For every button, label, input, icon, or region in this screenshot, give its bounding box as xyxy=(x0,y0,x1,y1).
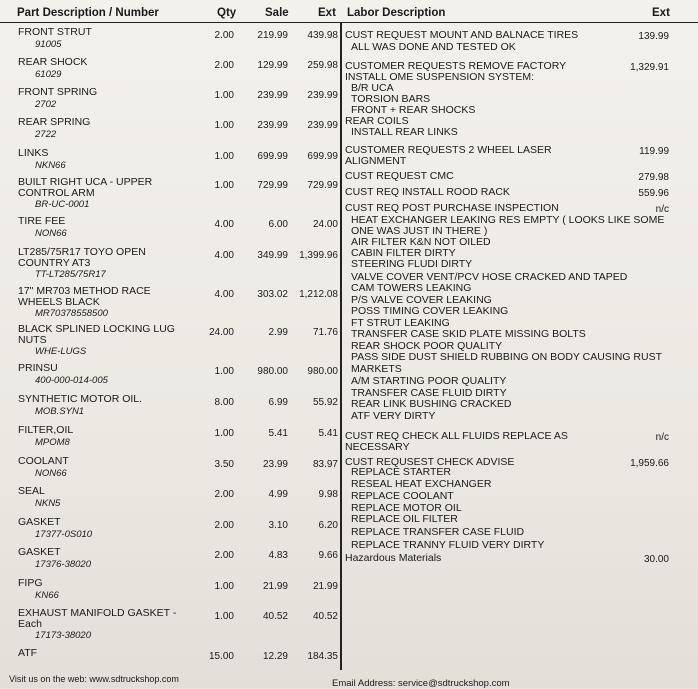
part-qty: 2.00 xyxy=(214,489,234,500)
column-divider xyxy=(340,22,342,670)
part-qty: 3.50 xyxy=(214,459,234,470)
part-qty: 4.00 xyxy=(214,219,234,230)
part-ext: 40.52 xyxy=(312,611,338,622)
footer-website: Visit us on the web: www.sdtruckshop.com xyxy=(9,674,179,684)
labor-line: INSTALL REAR LINKS xyxy=(351,126,458,138)
part-qty: 4.00 xyxy=(214,289,234,300)
labor-line: ALL WAS DONE AND TESTED OK xyxy=(351,41,516,53)
part-description: ATF xyxy=(18,647,38,659)
part-row xyxy=(0,607,340,641)
part-description-line2: WHEELS BLACK xyxy=(18,296,100,308)
labor-amount: 30.00 xyxy=(643,554,669,565)
part-description: SEAL xyxy=(18,485,45,497)
part-qty: 2.00 xyxy=(214,520,234,531)
labor-line: ALIGNMENT xyxy=(345,155,407,167)
part-description: LINKS xyxy=(18,147,49,159)
labor-line: TRANSFER CASE SKID PLATE MISSING BOLTS xyxy=(351,328,586,340)
part-row xyxy=(0,647,340,677)
part-qty: 1.00 xyxy=(214,90,234,101)
part-description: LT285/75R17 TOYO OPEN xyxy=(18,246,146,258)
part-description: EXHAUST MANIFOLD GASKET - xyxy=(18,607,177,619)
part-ext: 24.00 xyxy=(312,219,338,230)
header-ext: Ext xyxy=(318,7,336,19)
part-number: NKN66 xyxy=(35,160,66,171)
part-qty: 4.00 xyxy=(214,250,234,261)
part-number: 400-000-014-005 xyxy=(35,375,108,386)
part-row xyxy=(0,485,340,515)
labor-line: RESEAL HEAT EXCHANGER xyxy=(351,478,492,490)
part-sale: 699.99 xyxy=(257,151,288,162)
part-row xyxy=(0,424,340,454)
labor-line: FRONT + REAR SHOCKS xyxy=(351,104,476,116)
labor-line: PASS SIDE DUST SHIELD RUBBING ON BODY CAUSING RUST xyxy=(351,351,662,363)
part-ext: 9.66 xyxy=(318,550,338,561)
part-row xyxy=(0,323,340,357)
part-sale: 6.99 xyxy=(268,397,288,408)
part-description: REAR SHOCK xyxy=(18,56,88,68)
part-qty: 2.00 xyxy=(214,550,234,561)
part-row xyxy=(0,246,340,280)
labor-line: FT STRUT LEAKING xyxy=(351,317,450,329)
labor-line: HEAT EXCHANGER LEAKING RES EMPTY ( LOOKS LIKE SOME xyxy=(351,214,665,226)
labor-line: REAR LINK BUSHING CRACKED xyxy=(351,398,512,410)
part-sale: 2.99 xyxy=(268,327,288,338)
labor-line: P/S VALVE COVER LEAKING xyxy=(351,294,492,306)
part-ext: 259.98 xyxy=(307,60,338,71)
part-qty: 2.00 xyxy=(214,30,234,41)
part-ext: 239.99 xyxy=(307,90,338,101)
part-description: 17" MR703 METHOD RACE xyxy=(18,285,151,297)
part-row xyxy=(0,455,340,485)
part-description: PRINSU xyxy=(18,362,58,374)
part-sale: 980.00 xyxy=(257,366,288,377)
labor-line: CUSTOMER REQUESTS 2 WHEEL LASER xyxy=(345,144,552,156)
labor-line: Hazardous Materials xyxy=(345,552,442,564)
labor-line: REPLACE TRANSFER CASE FLUID xyxy=(351,526,525,538)
part-qty: 1.00 xyxy=(214,151,234,162)
part-sale: 349.99 xyxy=(257,250,288,261)
part-number: NON66 xyxy=(35,228,67,239)
labor-line: CABIN FILTER DIRTY xyxy=(351,247,456,259)
part-sale: 239.99 xyxy=(257,90,288,101)
part-ext: 184.35 xyxy=(307,651,338,662)
table-header xyxy=(0,0,698,23)
labor-amount: 139.99 xyxy=(638,31,669,42)
part-qty: 1.00 xyxy=(214,120,234,131)
part-description: BLACK SPLINED LOCKING LUG xyxy=(18,323,175,335)
part-sale: 129.99 xyxy=(257,60,288,71)
part-row xyxy=(0,546,340,576)
part-sale: 303.02 xyxy=(257,289,288,300)
labor-line: STEERING FLUDI DIRTY xyxy=(351,258,473,270)
part-sale: 4.83 xyxy=(268,550,288,561)
labor-line: INSTALL OME SUSPENSION SYSTEM: xyxy=(345,71,535,83)
part-description: TIRE FEE xyxy=(18,215,66,227)
labor-line: AIR FILTER K&N NOT OILED xyxy=(351,236,491,248)
labor-line: B/R UCA xyxy=(351,82,394,94)
part-qty: 8.00 xyxy=(214,397,234,408)
part-number: BR-UC-0001 xyxy=(35,199,90,210)
labor-amount: 279.98 xyxy=(638,172,669,183)
part-qty: 2.00 xyxy=(214,60,234,71)
part-ext: 21.99 xyxy=(312,581,338,592)
labor-amount: 119.99 xyxy=(639,146,669,157)
labor-line: TRANSFER CASE FLUID DIRTY xyxy=(351,387,507,399)
part-sale: 219.99 xyxy=(257,30,288,41)
part-ext: 980.00 xyxy=(307,366,338,377)
part-sale: 5.41 xyxy=(268,428,288,439)
part-description-line2: CONTROL ARM xyxy=(18,187,95,199)
part-number: 61029 xyxy=(35,69,62,80)
labor-line: REPLACE MOTOR OIL xyxy=(351,502,462,514)
labor-line: CUST REQ INSTALL ROOD RACK xyxy=(345,186,510,198)
part-number: NKN5 xyxy=(35,498,61,509)
header-part-description: Part Description / Number xyxy=(17,7,159,19)
part-sale: 21.99 xyxy=(262,581,288,592)
part-ext: 6.20 xyxy=(318,520,338,531)
part-qty: 1.00 xyxy=(214,611,234,622)
part-qty: 1.00 xyxy=(214,366,234,377)
part-description-line2: NUTS xyxy=(18,334,47,346)
part-ext: 729.99 xyxy=(307,180,338,191)
labor-line: REPLACE STARTER xyxy=(351,466,451,478)
labor-line: NECESSARY xyxy=(345,441,410,453)
part-ext: 71.76 xyxy=(312,327,338,338)
part-number: TT-LT285/75R17 xyxy=(35,269,106,280)
part-sale: 4.99 xyxy=(268,489,288,500)
part-sale: 23.99 xyxy=(262,459,288,470)
part-row xyxy=(0,362,340,392)
part-number: 2722 xyxy=(35,129,57,140)
part-number: 2702 xyxy=(35,99,57,110)
part-ext: 83.97 xyxy=(312,459,338,470)
labor-line: REPLACE TRANNY FLUID VERY DIRTY xyxy=(351,539,545,551)
part-number: 17173-38020 xyxy=(35,630,91,641)
part-row xyxy=(0,516,340,546)
part-number: MPOM8 xyxy=(35,437,70,448)
part-description: GASKET xyxy=(18,516,61,528)
part-description-line2: Each xyxy=(18,618,42,630)
part-description: FRONT SPRING xyxy=(18,86,98,98)
labor-line: ATF VERY DIRTY xyxy=(351,410,436,422)
labor-line: REAR SHOCK POOR QUALITY xyxy=(351,340,503,352)
part-description: FILTER,OIL xyxy=(18,424,74,436)
header-sale: Sale xyxy=(265,7,289,19)
part-sale: 239.99 xyxy=(257,120,288,131)
header-qty: Qty xyxy=(217,7,237,19)
part-row xyxy=(0,56,340,86)
labor-line: MARKETS xyxy=(351,363,402,375)
labor-line: CUST REQUSEST CHECK ADVISE xyxy=(345,456,515,468)
labor-amount: 559.96 xyxy=(638,188,669,199)
labor-line: POSS TIMING COVER LEAKING xyxy=(351,305,509,317)
labor-line: CUSTOMER REQUESTS REMOVE FACTORY xyxy=(345,60,567,72)
labor-line: ONE WAS JUST IN THERE ) xyxy=(351,225,488,237)
part-number: NON66 xyxy=(35,468,67,479)
labor-line: CUST REQUEST CMC xyxy=(345,170,454,182)
labor-amount: n/c xyxy=(655,432,669,443)
part-sale: 12.29 xyxy=(262,651,288,662)
part-number: 91005 xyxy=(35,39,62,50)
part-row xyxy=(0,116,340,146)
part-row xyxy=(0,26,340,56)
part-number: MR70378558500 xyxy=(35,308,108,319)
labor-line: CUST REQUEST MOUNT AND BALNACE TIRES xyxy=(345,29,579,41)
part-description: BUILT RIGHT UCA - UPPER xyxy=(18,176,153,188)
labor-line: REAR COILS xyxy=(345,115,409,127)
part-description: COOLANT xyxy=(18,455,69,467)
part-ext: 55.92 xyxy=(312,397,338,408)
labor-line: REPLACE COOLANT xyxy=(351,490,454,502)
part-ext: 9.98 xyxy=(318,489,338,500)
labor-line: TORSION BARS xyxy=(351,93,431,105)
labor-line: REPLACE OIL FILTER xyxy=(351,513,458,525)
part-sale: 3.10 xyxy=(268,520,288,531)
part-ext: 439.98 xyxy=(307,30,338,41)
part-description: FRONT STRUT xyxy=(18,26,92,38)
part-row xyxy=(0,86,340,116)
part-description: REAR SPRING xyxy=(18,116,91,128)
part-description: SYNTHETIC MOTOR OIL. xyxy=(18,393,143,405)
part-ext: 5.41 xyxy=(318,428,338,439)
part-description-line2: COUNTRY AT3 xyxy=(18,257,91,269)
labor-line: CUST REQ POST PURCHASE INSPECTION xyxy=(345,202,559,214)
part-ext: 699.99 xyxy=(307,151,338,162)
part-row xyxy=(0,215,340,245)
labor-amount: n/c xyxy=(655,204,669,215)
part-qty: 15.00 xyxy=(208,651,234,662)
part-qty: 1.00 xyxy=(214,581,234,592)
part-row xyxy=(0,285,340,319)
labor-line: CUST REQ CHECK ALL FLUIDS REPLACE AS xyxy=(345,430,568,442)
part-row xyxy=(0,176,340,210)
part-sale: 6.00 xyxy=(268,219,288,230)
labor-amount: 1,959.66 xyxy=(630,458,669,469)
labor-line: A/M STARTING POOR QUALITY xyxy=(351,375,507,387)
part-row xyxy=(0,147,340,177)
part-qty: 1.00 xyxy=(214,428,234,439)
part-description: FIPG xyxy=(18,577,43,589)
header-labor-ext: Ext xyxy=(652,7,670,19)
labor-line: CAM TOWERS LEAKING xyxy=(351,282,472,294)
part-number: MOB.SYN1 xyxy=(35,406,85,417)
labor-line: VALVE COVER VENT/PCV HOSE CRACKED AND TAPED xyxy=(351,271,628,283)
part-sale: 40.52 xyxy=(262,611,288,622)
part-qty: 24.00 xyxy=(208,327,234,338)
part-ext: 1,212.08 xyxy=(299,289,338,300)
footer-email: Email Address: service@sdtruckshop.com xyxy=(332,678,510,689)
part-number: 17376-38020 xyxy=(35,559,91,570)
part-ext: 1,399.96 xyxy=(299,250,338,261)
part-number: WHE-LUGS xyxy=(35,346,87,357)
header-labor-description: Labor Description xyxy=(347,7,446,19)
labor-amount: 1,329.91 xyxy=(630,62,669,73)
part-number: 17377-0S010 xyxy=(35,529,93,540)
part-row xyxy=(0,577,340,607)
part-qty: 1.00 xyxy=(214,180,234,191)
part-row xyxy=(0,393,340,423)
part-sale: 729.99 xyxy=(257,180,288,191)
part-ext: 239.99 xyxy=(307,120,338,131)
part-number: KN66 xyxy=(35,590,59,601)
part-description: GASKET xyxy=(18,546,61,558)
